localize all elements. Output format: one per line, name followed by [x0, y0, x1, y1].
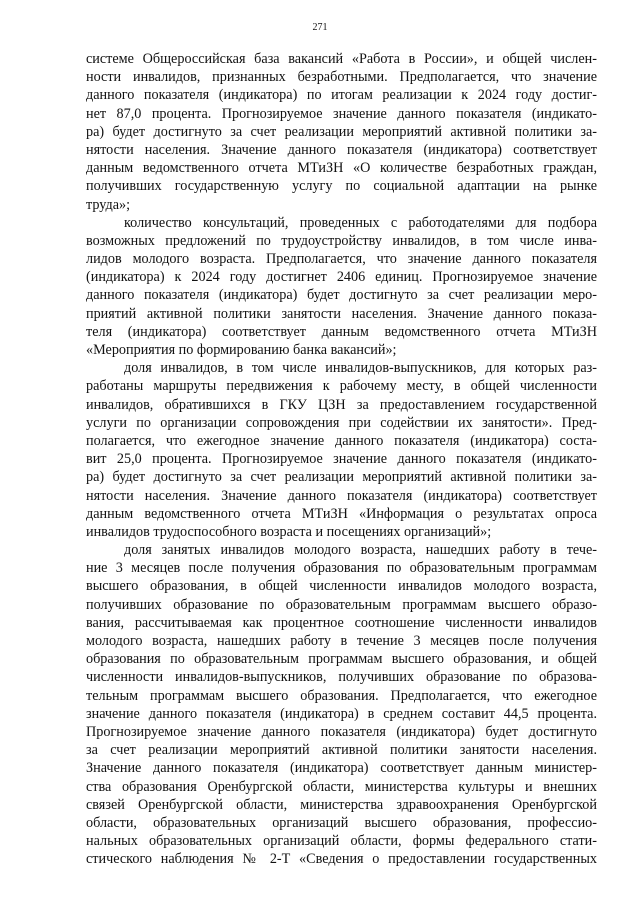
text-line: образования по образовательным программам высшего образования, и общей [86, 651, 597, 668]
text-line: нятости населения. Значение данного показателя (индикатора) соответствует [86, 141, 597, 158]
text-line: вит 25,0 процента. Прогнозируемое значение данного показателя (индикато- [86, 451, 597, 468]
text-line: получивших образование по образовательным программам высшего образо- [86, 596, 597, 613]
text-line: Значение данного показателя (индикатора) соответствует данным министер- [86, 760, 597, 777]
text-line: ние 3 месяцев после получения образования по образовательным программам [86, 560, 597, 577]
text-line: данным ведомственного отчета МТиЗН «О количестве безработных граждан, [86, 160, 597, 177]
text-line: связей Оренбургской области, министерства здравоохранения Оренбургской [86, 796, 597, 813]
text-line: нет 87,0 процента. Прогнозируемое значение данного показателя (индикато- [86, 105, 597, 122]
text-line: области, образовательных организаций высшего образования, профессио- [86, 814, 597, 831]
text-line: теля (индикатора) соответствует данным ведомственного отчета МТиЗН [86, 323, 597, 340]
text-line: доля инвалидов, в том числе инвалидов-выпускников, для которых раз- [124, 360, 597, 377]
text-line: (индикатора) к 2024 году достигнет 2406 единиц. Прогнозируемое значение [86, 269, 597, 286]
text-line: количество консультаций, проведенных с работодателями для подбора [124, 214, 597, 231]
text-line: ства образования Оренбургской области, министерства культуры и внешних [86, 778, 597, 795]
text-line: работаны маршруты передвижения к рабочему месту, в общей численности [86, 378, 597, 395]
text-line: ра) будет достигнуто за счет реализации мероприятий активной политики за- [86, 469, 597, 486]
text-line: молодого возраста, нашедших работу в течение 3 месяцев после получения [86, 633, 597, 649]
text-line: Прогнозируемое значение данного показателя (индикатора) будет достигнуто [86, 723, 597, 740]
text-line: нальных образовательных организаций области, формы федерального стати- [86, 833, 597, 850]
text-line: труда»; [86, 196, 131, 213]
text-line: тельным программам высшего образования. Предполагается, что ежегодное [86, 687, 597, 704]
text-line: стического наблюдения № 2-Т «Сведения о предоставлении государственных [86, 851, 597, 868]
text-line: «Мероприятия по формированию банка вакансий»; [86, 342, 397, 358]
text-line: возможных предложений по трудоустройству инвалидов, в том числе инва- [86, 232, 597, 249]
text-line: ра) будет достигнуто за счет реализации мероприятий активной политики за- [86, 123, 597, 140]
text-line: значение данного показателя (индикатора) в среднем составит 44,5 процента. [86, 705, 597, 722]
text-line: численности инвалидов-выпускников, получивших образование по образова- [86, 669, 597, 686]
text-line: приятий активной политики занятости населения. Значение данного показа- [86, 305, 597, 322]
text-line: получивших государственную услугу по социальной адаптации на рынке [86, 178, 597, 195]
text-line: вания, рассчитываемая как процентное соотношение численности инвалидов [86, 614, 597, 631]
body-text [86, 50, 597, 868]
text-line: полагается, что ежегодное значение данного показателя (индикатора) соста- [86, 432, 597, 449]
text-line: системе Общероссийская база вакансий «Работа в России», и общей числен- [86, 51, 597, 67]
text-line: ности инвалидов, признанных безработными. Предполагается, что значение [86, 69, 597, 86]
text-line: инвалидов, обратившихся в ГКУ ЦЗН за предоставлением государственной [86, 396, 597, 413]
text-line: данным ведомственного отчета МТиЗН «Информация о результатах опроса [86, 505, 597, 522]
text-line: данного показателя (индикатора) будет достигнуто за счет реализации меро- [86, 287, 597, 304]
text-line: лидов молодого возраста. Предполагается, что значение данного показателя [86, 251, 597, 268]
text-line: нятости населения. Значение данного показателя (индикатора) соответствует [86, 487, 597, 504]
text-line: инвалидов трудоспособного возраста и посещениях организаций»; [86, 523, 492, 540]
text-line: услуги по организации сопровождения при содействии их занятости». Пред- [86, 414, 597, 431]
text-line: данного показателя (индикатора) по итогам реализации к 2024 году достиг- [86, 87, 597, 104]
text-line: высшего образования, в общей численности инвалидов молодого возраста, [86, 578, 597, 595]
text-line: за счет реализации мероприятий активной политики занятости населения. [86, 742, 597, 759]
text-line: доля занятых инвалидов молодого возраста, нашедших работу в тече- [124, 542, 597, 559]
page-number: 271 [312, 22, 328, 33]
